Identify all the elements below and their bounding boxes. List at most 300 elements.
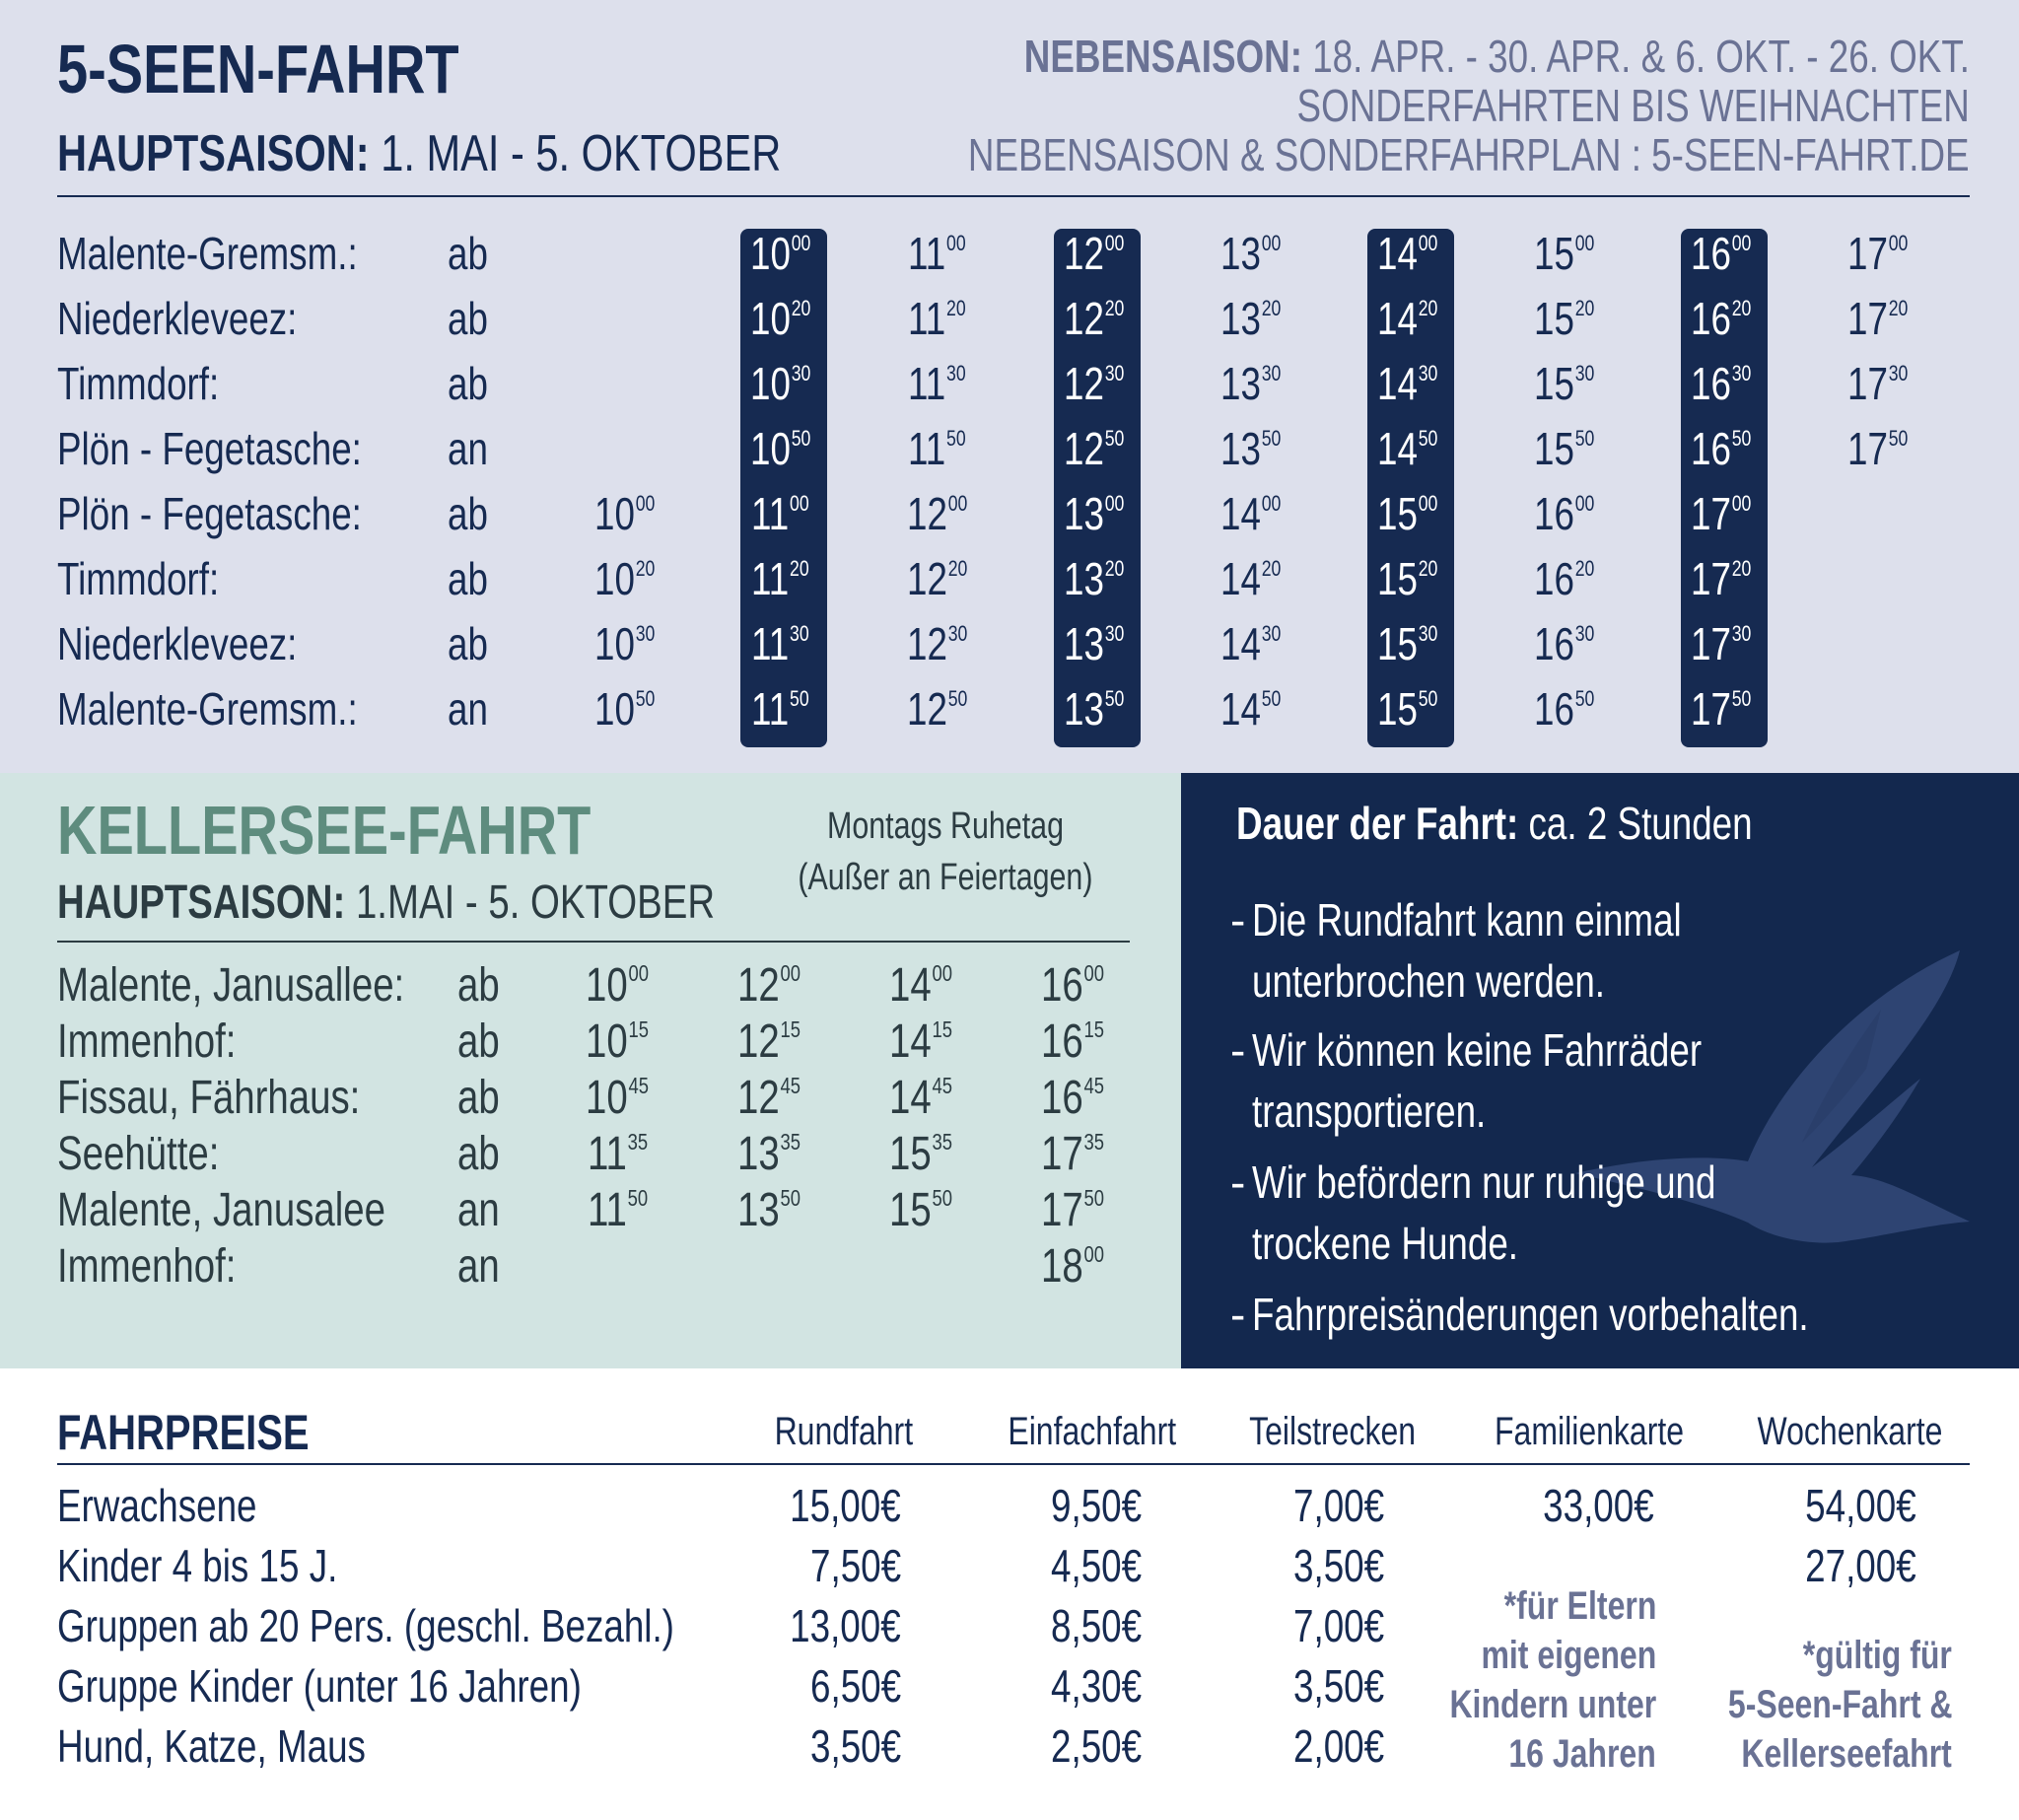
departure-time xyxy=(1021,958,1140,1013)
schedule-row xyxy=(0,617,2019,678)
price-column-header: Einfachfahrt xyxy=(1008,1410,1177,1453)
direction: ab xyxy=(457,959,500,1012)
time-hour: 16 xyxy=(1533,618,1574,669)
time-minute: 50 xyxy=(1261,686,1282,712)
departure-time xyxy=(870,1015,988,1069)
stop-name: Plön - Fegetasche: xyxy=(57,423,362,474)
stop-name: Malente-Gremsm.: xyxy=(57,683,358,735)
departure-time xyxy=(870,1127,988,1181)
time-minute: 50 xyxy=(1888,426,1909,452)
departure-time xyxy=(1204,487,1312,540)
departure-time xyxy=(890,617,999,670)
time-hour: 14 xyxy=(888,1015,932,1068)
kellersee-title: KELLERSEE-FAHRT xyxy=(57,792,592,869)
departure-time xyxy=(718,1183,836,1237)
stop-name: Malente-Gremsm.: xyxy=(57,228,358,279)
departure-time xyxy=(566,958,684,1013)
time-minute: 45 xyxy=(932,1073,952,1099)
price-row xyxy=(0,1539,2019,1598)
note-line: mit eigenen xyxy=(1481,1634,1656,1677)
price-value: 9,50€ xyxy=(1050,1480,1142,1531)
price-value: 3,50€ xyxy=(809,1720,901,1772)
time-hour: 13 xyxy=(1219,228,1261,279)
note-line: Kellerseefahrt xyxy=(1741,1732,1952,1776)
time-minute: 20 xyxy=(1418,556,1438,582)
note-line: transportieren. xyxy=(1252,1085,1487,1137)
time-minute: 00 xyxy=(628,960,649,987)
time-hour: 16 xyxy=(1040,1072,1083,1124)
price-value: 6,50€ xyxy=(809,1660,901,1712)
time-minute: 35 xyxy=(1083,1129,1104,1155)
time-hour: 17 xyxy=(1690,553,1731,604)
departure-time xyxy=(1047,682,1155,735)
time-hour: 16 xyxy=(1040,1015,1083,1068)
time-minute: 00 xyxy=(932,960,952,987)
time-minute: 00 xyxy=(635,491,656,517)
stop-name: Timmdorf: xyxy=(57,553,220,604)
departure-time xyxy=(1047,617,1155,670)
departure-time xyxy=(1360,422,1469,475)
schedule-row xyxy=(0,422,2019,483)
departure-time xyxy=(890,422,999,475)
departure-time xyxy=(1360,292,1469,345)
direction: ab xyxy=(448,553,488,604)
time-hour: 14 xyxy=(888,959,932,1012)
stop-name: Timmdorf: xyxy=(57,358,220,409)
departure-time xyxy=(870,958,988,1013)
prices-title: FAHRPREISE xyxy=(57,1405,310,1460)
schedule-row xyxy=(0,357,2019,418)
kellersee-section xyxy=(0,773,1181,1368)
time-hour: 14 xyxy=(1376,423,1418,474)
price-value: 2,50€ xyxy=(1050,1720,1142,1772)
time-hour: 15 xyxy=(888,1184,932,1236)
departure-time xyxy=(1204,292,1312,345)
departure-time xyxy=(1047,422,1155,475)
stop-name: Seehütte: xyxy=(57,1128,220,1180)
departure-time xyxy=(1831,422,1939,475)
price-value: 8,50€ xyxy=(1050,1600,1142,1651)
departure-time xyxy=(718,1015,836,1069)
stop-name: Malente, Janusalee xyxy=(57,1184,386,1236)
time-hour: 17 xyxy=(1690,488,1731,539)
departure-time xyxy=(578,552,686,605)
bullet-dash: - xyxy=(1230,1289,1246,1340)
divider xyxy=(57,941,1130,943)
departure-time xyxy=(1360,357,1469,410)
time-hour: 11 xyxy=(587,1128,627,1180)
time-hour: 18 xyxy=(1040,1240,1083,1293)
time-minute: 50 xyxy=(1261,426,1282,452)
departure-time xyxy=(1204,227,1312,280)
departure-time xyxy=(1517,682,1626,735)
time-minute: 50 xyxy=(1418,426,1438,452)
departure-time xyxy=(1047,552,1155,605)
departure-time xyxy=(1047,227,1155,280)
note-line: Wir befördern nur ruhige und xyxy=(1252,1156,1716,1208)
off-season-dates: NEBENSAISON: 18. APR. - 30. APR. & 6. OKT. - 26. OKT. xyxy=(1023,31,1970,82)
direction: an xyxy=(448,423,488,474)
rest-day-note: Montags Ruhetag (Außer an Feiertagen) xyxy=(798,805,1093,898)
time-minute: 50 xyxy=(780,1185,801,1212)
time-hour: 16 xyxy=(1040,959,1083,1012)
time-hour: 17 xyxy=(1040,1184,1083,1236)
time-hour: 13 xyxy=(736,1184,780,1236)
schedule-row xyxy=(0,487,2019,548)
time-minute: 20 xyxy=(1731,296,1752,321)
time-hour: 16 xyxy=(1533,488,1574,539)
time-hour: 10 xyxy=(593,618,635,669)
time-minute: 50 xyxy=(635,686,656,712)
time-hour: 13 xyxy=(1219,358,1261,409)
stop-name: Immenhof: xyxy=(57,1015,237,1068)
time-minute: 20 xyxy=(946,296,966,321)
departure-time xyxy=(1021,1127,1140,1181)
time-minute: 00 xyxy=(1731,231,1752,256)
time-minute: 20 xyxy=(1104,296,1125,321)
time-hour: 17 xyxy=(1690,618,1731,669)
time-hour: 12 xyxy=(1063,228,1104,279)
time-minute: 00 xyxy=(946,231,966,256)
schedule-link[interactable]: NEBENSAISON & SONDERFAHRPLAN : 5-SEEN-FAHRT.DE xyxy=(968,129,1970,180)
time-minute: 30 xyxy=(1104,361,1125,386)
time-minute: 30 xyxy=(947,621,968,647)
stop-name: Immenhof: xyxy=(57,1240,237,1293)
time-minute: 20 xyxy=(1418,296,1438,321)
time-minute: 30 xyxy=(1261,621,1282,647)
departure-time xyxy=(1204,357,1312,410)
divider xyxy=(57,195,1970,197)
departure-time xyxy=(1831,292,1939,345)
time-hour: 10 xyxy=(585,1015,628,1068)
departure-time xyxy=(890,357,999,410)
departure-time xyxy=(1517,357,1626,410)
note-line: 16 Jahren xyxy=(1508,1732,1656,1776)
bullet-dash: - xyxy=(1230,1156,1246,1208)
departure-time xyxy=(1674,227,1782,280)
time-hour: 10 xyxy=(593,683,635,735)
special-trips-note: SONDERFAHRTEN BIS WEIHNACHTEN xyxy=(1296,80,1970,131)
time-hour: 11 xyxy=(587,1184,627,1236)
time-hour: 12 xyxy=(1063,293,1104,344)
stop-name: Niederkleveez: xyxy=(57,293,298,344)
price-category: Gruppe Kinder (unter 16 Jahren) xyxy=(57,1660,582,1712)
time-hour: 15 xyxy=(1376,618,1418,669)
note-line: Fahrpreisänderungen vorbehalten. xyxy=(1252,1289,1809,1340)
time-hour: 15 xyxy=(1376,488,1418,539)
departure-time xyxy=(1021,1183,1140,1237)
time-hour: 14 xyxy=(1219,488,1261,539)
time-hour: 11 xyxy=(751,683,790,735)
stop-name: Malente, Janusallee: xyxy=(57,959,405,1012)
time-hour: 12 xyxy=(1063,358,1104,409)
time-hour: 12 xyxy=(906,488,947,539)
direction: an xyxy=(448,683,488,735)
time-minute: 15 xyxy=(628,1016,649,1043)
time-minute: 00 xyxy=(1083,1241,1104,1268)
price-column-header: Familienkarte xyxy=(1495,1410,1685,1453)
time-minute: 35 xyxy=(780,1129,801,1155)
price-value: 7,00€ xyxy=(1292,1600,1384,1651)
time-minute: 00 xyxy=(791,231,811,256)
time-hour: 10 xyxy=(585,1072,628,1124)
departure-time xyxy=(578,617,686,670)
time-minute: 30 xyxy=(1418,621,1438,647)
direction: ab xyxy=(448,293,488,344)
time-minute: 15 xyxy=(932,1016,952,1043)
time-minute: 35 xyxy=(627,1129,648,1155)
time-minute: 20 xyxy=(1261,556,1282,582)
time-hour: 12 xyxy=(906,553,947,604)
time-hour: 15 xyxy=(1533,423,1574,474)
note-line: Wir können keine Fahrräder xyxy=(1252,1024,1703,1076)
time-minute: 50 xyxy=(790,686,809,712)
time-minute: 30 xyxy=(791,361,811,386)
departure-time xyxy=(1831,227,1939,280)
departure-time xyxy=(566,1183,684,1237)
time-minute: 00 xyxy=(790,491,809,517)
time-minute: 30 xyxy=(1731,621,1752,647)
direction: an xyxy=(457,1184,500,1236)
time-minute: 15 xyxy=(1083,1016,1104,1043)
time-minute: 20 xyxy=(635,556,656,582)
departure-time xyxy=(1360,552,1469,605)
time-hour: 15 xyxy=(1533,228,1574,279)
departure-time xyxy=(890,552,999,605)
time-minute: 00 xyxy=(1574,491,1595,517)
time-hour: 12 xyxy=(906,683,947,735)
price-value: 3,50€ xyxy=(1292,1660,1384,1712)
departure-time xyxy=(890,682,999,735)
departure-time xyxy=(566,1071,684,1125)
direction: ab xyxy=(448,358,488,409)
price-category: Kinder 4 bis 15 J. xyxy=(57,1540,338,1591)
departure-time xyxy=(1360,227,1469,280)
departure-time xyxy=(733,357,842,410)
time-minute: 30 xyxy=(946,361,966,386)
time-minute: 30 xyxy=(1574,621,1595,647)
time-minute: 35 xyxy=(932,1129,952,1155)
departure-time xyxy=(1021,1239,1140,1294)
bullet-dash: - xyxy=(1230,894,1246,945)
time-minute: 00 xyxy=(1261,491,1282,517)
time-hour: 14 xyxy=(1219,553,1261,604)
departure-time xyxy=(1674,357,1782,410)
price-category: Gruppen ab 20 Pers. (geschl. Bezahl.) xyxy=(57,1600,674,1651)
time-hour: 14 xyxy=(1376,358,1418,409)
five-lakes-season: HAUPTSAISON: 1. MAI - 5. OKTOBER xyxy=(57,125,782,182)
trip-info-panel xyxy=(1181,773,2019,1368)
schedule-row xyxy=(0,1071,1181,1128)
time-hour: 15 xyxy=(1533,358,1574,409)
time-minute: 15 xyxy=(780,1016,801,1043)
time-minute: 30 xyxy=(1418,361,1438,386)
time-hour: 14 xyxy=(1376,228,1418,279)
time-minute: 20 xyxy=(1574,556,1595,582)
time-hour: 12 xyxy=(906,618,947,669)
time-minute: 50 xyxy=(947,686,968,712)
time-hour: 17 xyxy=(1690,683,1731,735)
departure-time xyxy=(1517,422,1626,475)
time-minute: 00 xyxy=(947,491,968,517)
price-value: 27,00€ xyxy=(1805,1540,1916,1591)
time-hour: 11 xyxy=(908,228,946,279)
direction: ab xyxy=(457,1015,500,1068)
time-minute: 50 xyxy=(1574,426,1595,452)
time-minute: 00 xyxy=(1574,231,1595,256)
time-minute: 00 xyxy=(1104,231,1125,256)
departure-time xyxy=(870,1071,988,1125)
time-hour: 15 xyxy=(1376,683,1418,735)
schedule-row xyxy=(0,1183,1181,1240)
time-hour: 13 xyxy=(1063,488,1104,539)
stop-name: Niederkleveez: xyxy=(57,618,298,669)
time-minute: 45 xyxy=(780,1073,801,1099)
time-minute: 20 xyxy=(1104,556,1125,582)
time-hour: 15 xyxy=(888,1128,932,1180)
departure-time xyxy=(1674,682,1782,735)
price-value: 15,00€ xyxy=(790,1480,901,1531)
departure-time xyxy=(1047,487,1155,540)
price-column-header: Wochenkarte xyxy=(1757,1410,1942,1453)
time-hour: 13 xyxy=(1219,293,1261,344)
time-hour: 16 xyxy=(1533,553,1574,604)
time-hour: 10 xyxy=(749,423,791,474)
note-line: 5-Seen-Fahrt & xyxy=(1727,1683,1952,1726)
departure-time xyxy=(1517,227,1626,280)
departure-time xyxy=(890,227,999,280)
time-minute: 00 xyxy=(1083,960,1104,987)
departure-time xyxy=(566,1015,684,1069)
note-line: *für Eltern xyxy=(1503,1584,1656,1628)
schedule-row xyxy=(0,958,1181,1015)
time-minute: 20 xyxy=(947,556,968,582)
price-value: 4,30€ xyxy=(1050,1660,1142,1712)
departure-time xyxy=(1360,682,1469,735)
time-hour: 10 xyxy=(749,358,791,409)
departure-time xyxy=(1517,292,1626,345)
departure-time xyxy=(890,487,999,540)
departure-time xyxy=(1517,617,1626,670)
time-minute: 50 xyxy=(1104,426,1125,452)
time-minute: 20 xyxy=(1261,296,1282,321)
five-lakes-section xyxy=(0,0,2019,773)
departure-time xyxy=(733,552,842,605)
time-minute: 30 xyxy=(1574,361,1595,386)
schedule-row xyxy=(0,227,2019,288)
schedule-row xyxy=(0,292,2019,353)
time-minute: 50 xyxy=(1104,686,1125,712)
five-lakes-title: 5-SEEN-FAHRT xyxy=(57,31,459,107)
time-minute: 20 xyxy=(1888,296,1909,321)
time-minute: 50 xyxy=(1083,1185,1104,1212)
departure-time xyxy=(1517,552,1626,605)
price-value: 4,50€ xyxy=(1050,1540,1142,1591)
time-hour: 14 xyxy=(1219,683,1261,735)
stop-name: Plön - Fegetasche: xyxy=(57,488,362,539)
time-hour: 17 xyxy=(1846,358,1888,409)
time-hour: 12 xyxy=(1063,423,1104,474)
departure-time xyxy=(1674,617,1782,670)
time-minute: 50 xyxy=(1731,686,1752,712)
time-hour: 14 xyxy=(888,1072,932,1124)
note-line: Die Rundfahrt kann einmal xyxy=(1252,894,1682,945)
time-hour: 12 xyxy=(736,1072,780,1124)
note-line: Kindern unter xyxy=(1449,1683,1656,1726)
schedule-row xyxy=(0,1015,1181,1072)
direction: ab xyxy=(457,1128,500,1180)
time-minute: 30 xyxy=(790,621,809,647)
direction: ab xyxy=(448,488,488,539)
time-hour: 13 xyxy=(1063,618,1104,669)
time-hour: 17 xyxy=(1846,423,1888,474)
departure-time xyxy=(1674,422,1782,475)
note-line: *gültig für xyxy=(1802,1634,1952,1677)
departure-time xyxy=(718,1127,836,1181)
departure-time xyxy=(1360,487,1469,540)
time-hour: 13 xyxy=(1063,683,1104,735)
departure-time xyxy=(1204,682,1312,735)
price-category: Hund, Katze, Maus xyxy=(57,1720,366,1772)
schedule-row xyxy=(0,682,2019,743)
time-minute: 00 xyxy=(780,960,801,987)
price-value: 13,00€ xyxy=(790,1600,901,1651)
departure-time xyxy=(1204,552,1312,605)
time-minute: 00 xyxy=(1418,491,1438,517)
departure-time xyxy=(566,1127,684,1181)
time-hour: 13 xyxy=(1219,423,1261,474)
time-minute: 50 xyxy=(791,426,811,452)
time-hour: 11 xyxy=(751,618,790,669)
departure-time xyxy=(1517,487,1626,540)
time-hour: 17 xyxy=(1040,1128,1083,1180)
time-minute: 50 xyxy=(627,1185,648,1212)
price-row xyxy=(0,1479,2019,1538)
prices-section xyxy=(0,1368,2019,1820)
time-minute: 50 xyxy=(1731,426,1752,452)
kellersee-season: HAUPTSAISON: 1.MAI - 5. OKTOBER xyxy=(57,876,716,929)
departure-time xyxy=(1360,617,1469,670)
time-minute: 30 xyxy=(1104,621,1125,647)
price-column-header: Teilstrecken xyxy=(1249,1410,1417,1453)
departure-time xyxy=(1047,292,1155,345)
time-minute: 50 xyxy=(946,426,966,452)
price-category: Erwachsene xyxy=(57,1480,257,1531)
trip-duration: Dauer der Fahrt: ca. 2 Stunden xyxy=(1236,798,1753,849)
time-minute: 30 xyxy=(635,621,656,647)
time-hour: 17 xyxy=(1846,228,1888,279)
time-minute: 20 xyxy=(1731,556,1752,582)
time-hour: 11 xyxy=(751,488,790,539)
time-hour: 13 xyxy=(736,1128,780,1180)
time-hour: 16 xyxy=(1533,683,1574,735)
time-minute: 45 xyxy=(1083,1073,1104,1099)
time-hour: 16 xyxy=(1690,228,1731,279)
departure-time xyxy=(1674,552,1782,605)
departure-time xyxy=(733,682,842,735)
time-minute: 30 xyxy=(1261,361,1282,386)
bullet-dash: - xyxy=(1230,1024,1246,1076)
departure-time xyxy=(733,487,842,540)
time-minute: 00 xyxy=(1888,231,1909,256)
time-minute: 20 xyxy=(790,556,809,582)
time-hour: 14 xyxy=(1219,618,1261,669)
departure-time xyxy=(1204,422,1312,475)
time-hour: 11 xyxy=(908,423,946,474)
departure-time xyxy=(733,617,842,670)
price-value: 7,50€ xyxy=(809,1540,901,1591)
schedule-row xyxy=(0,1127,1181,1184)
